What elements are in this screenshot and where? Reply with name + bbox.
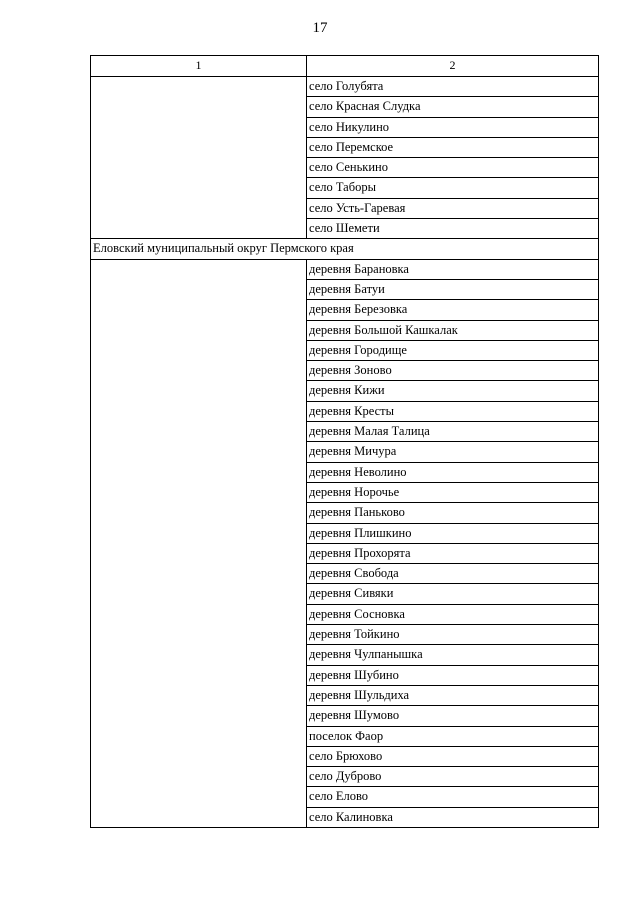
settlement-cell: деревня Большой Кашкалак [307,320,599,340]
settlement-cell: деревня Чулпанышка [307,645,599,665]
settlement-cell: село Калиновка [307,807,599,827]
page-number: 17 [312,20,328,36]
settlement-cell: село Сенькино [307,158,599,178]
settlement-cell: деревня Кижи [307,381,599,401]
settlement-cell: село Таборы [307,178,599,198]
settlement-cell: деревня Плишкино [307,523,599,543]
settlement-cell: деревня Мичура [307,442,599,462]
district-cell [91,77,307,239]
settlement-cell: село Голубята [307,77,599,97]
settlement-cell: деревня Зоново [307,361,599,381]
settlement-cell: деревня Норочье [307,482,599,502]
settlement-cell: деревня Батуи [307,279,599,299]
settlement-cell: деревня Сивяки [307,584,599,604]
settlement-cell: село Красная Слудка [307,97,599,117]
settlement-cell: деревня Свобода [307,564,599,584]
settlement-cell: деревня Шумово [307,706,599,726]
settlement-cell: село Перемское [307,137,599,157]
settlement-cell: поселок Фаор [307,726,599,746]
settlement-cell: деревня Городище [307,340,599,360]
settlement-cell: деревня Неволино [307,462,599,482]
settlement-cell: деревня Шубино [307,665,599,685]
settlement-cell: деревня Паньково [307,503,599,523]
settlement-cell: село Брюхово [307,746,599,766]
district-cell [91,259,307,827]
settlement-cell: деревня Кресты [307,401,599,421]
settlement-cell: село Шемети [307,219,599,239]
table-row [91,77,599,97]
settlements-table [90,55,599,828]
settlement-cell: деревня Малая Талица [307,422,599,442]
settlement-cell: деревня Прохорята [307,543,599,563]
settlement-cell: село Никулино [307,117,599,137]
settlement-cell: деревня Тойкино [307,625,599,645]
district-name: Еловский муниципальный округ Пермского края [91,239,599,259]
settlement-cell: деревня Березовка [307,300,599,320]
column-header-1: 1 [91,56,307,77]
settlement-cell: деревня Сосновка [307,604,599,624]
settlement-cell: село Елово [307,787,599,807]
settlement-cell: село Дуброво [307,767,599,787]
settlements-table-body [91,56,599,828]
settlement-cell: село Усть-Гаревая [307,198,599,218]
column-header-2: 2 [307,56,599,77]
settlement-cell: деревня Шульдиха [307,685,599,705]
table-header-row [91,56,599,77]
district-row [91,239,599,259]
table-row [91,259,599,279]
settlement-cell: деревня Барановка [307,259,599,279]
